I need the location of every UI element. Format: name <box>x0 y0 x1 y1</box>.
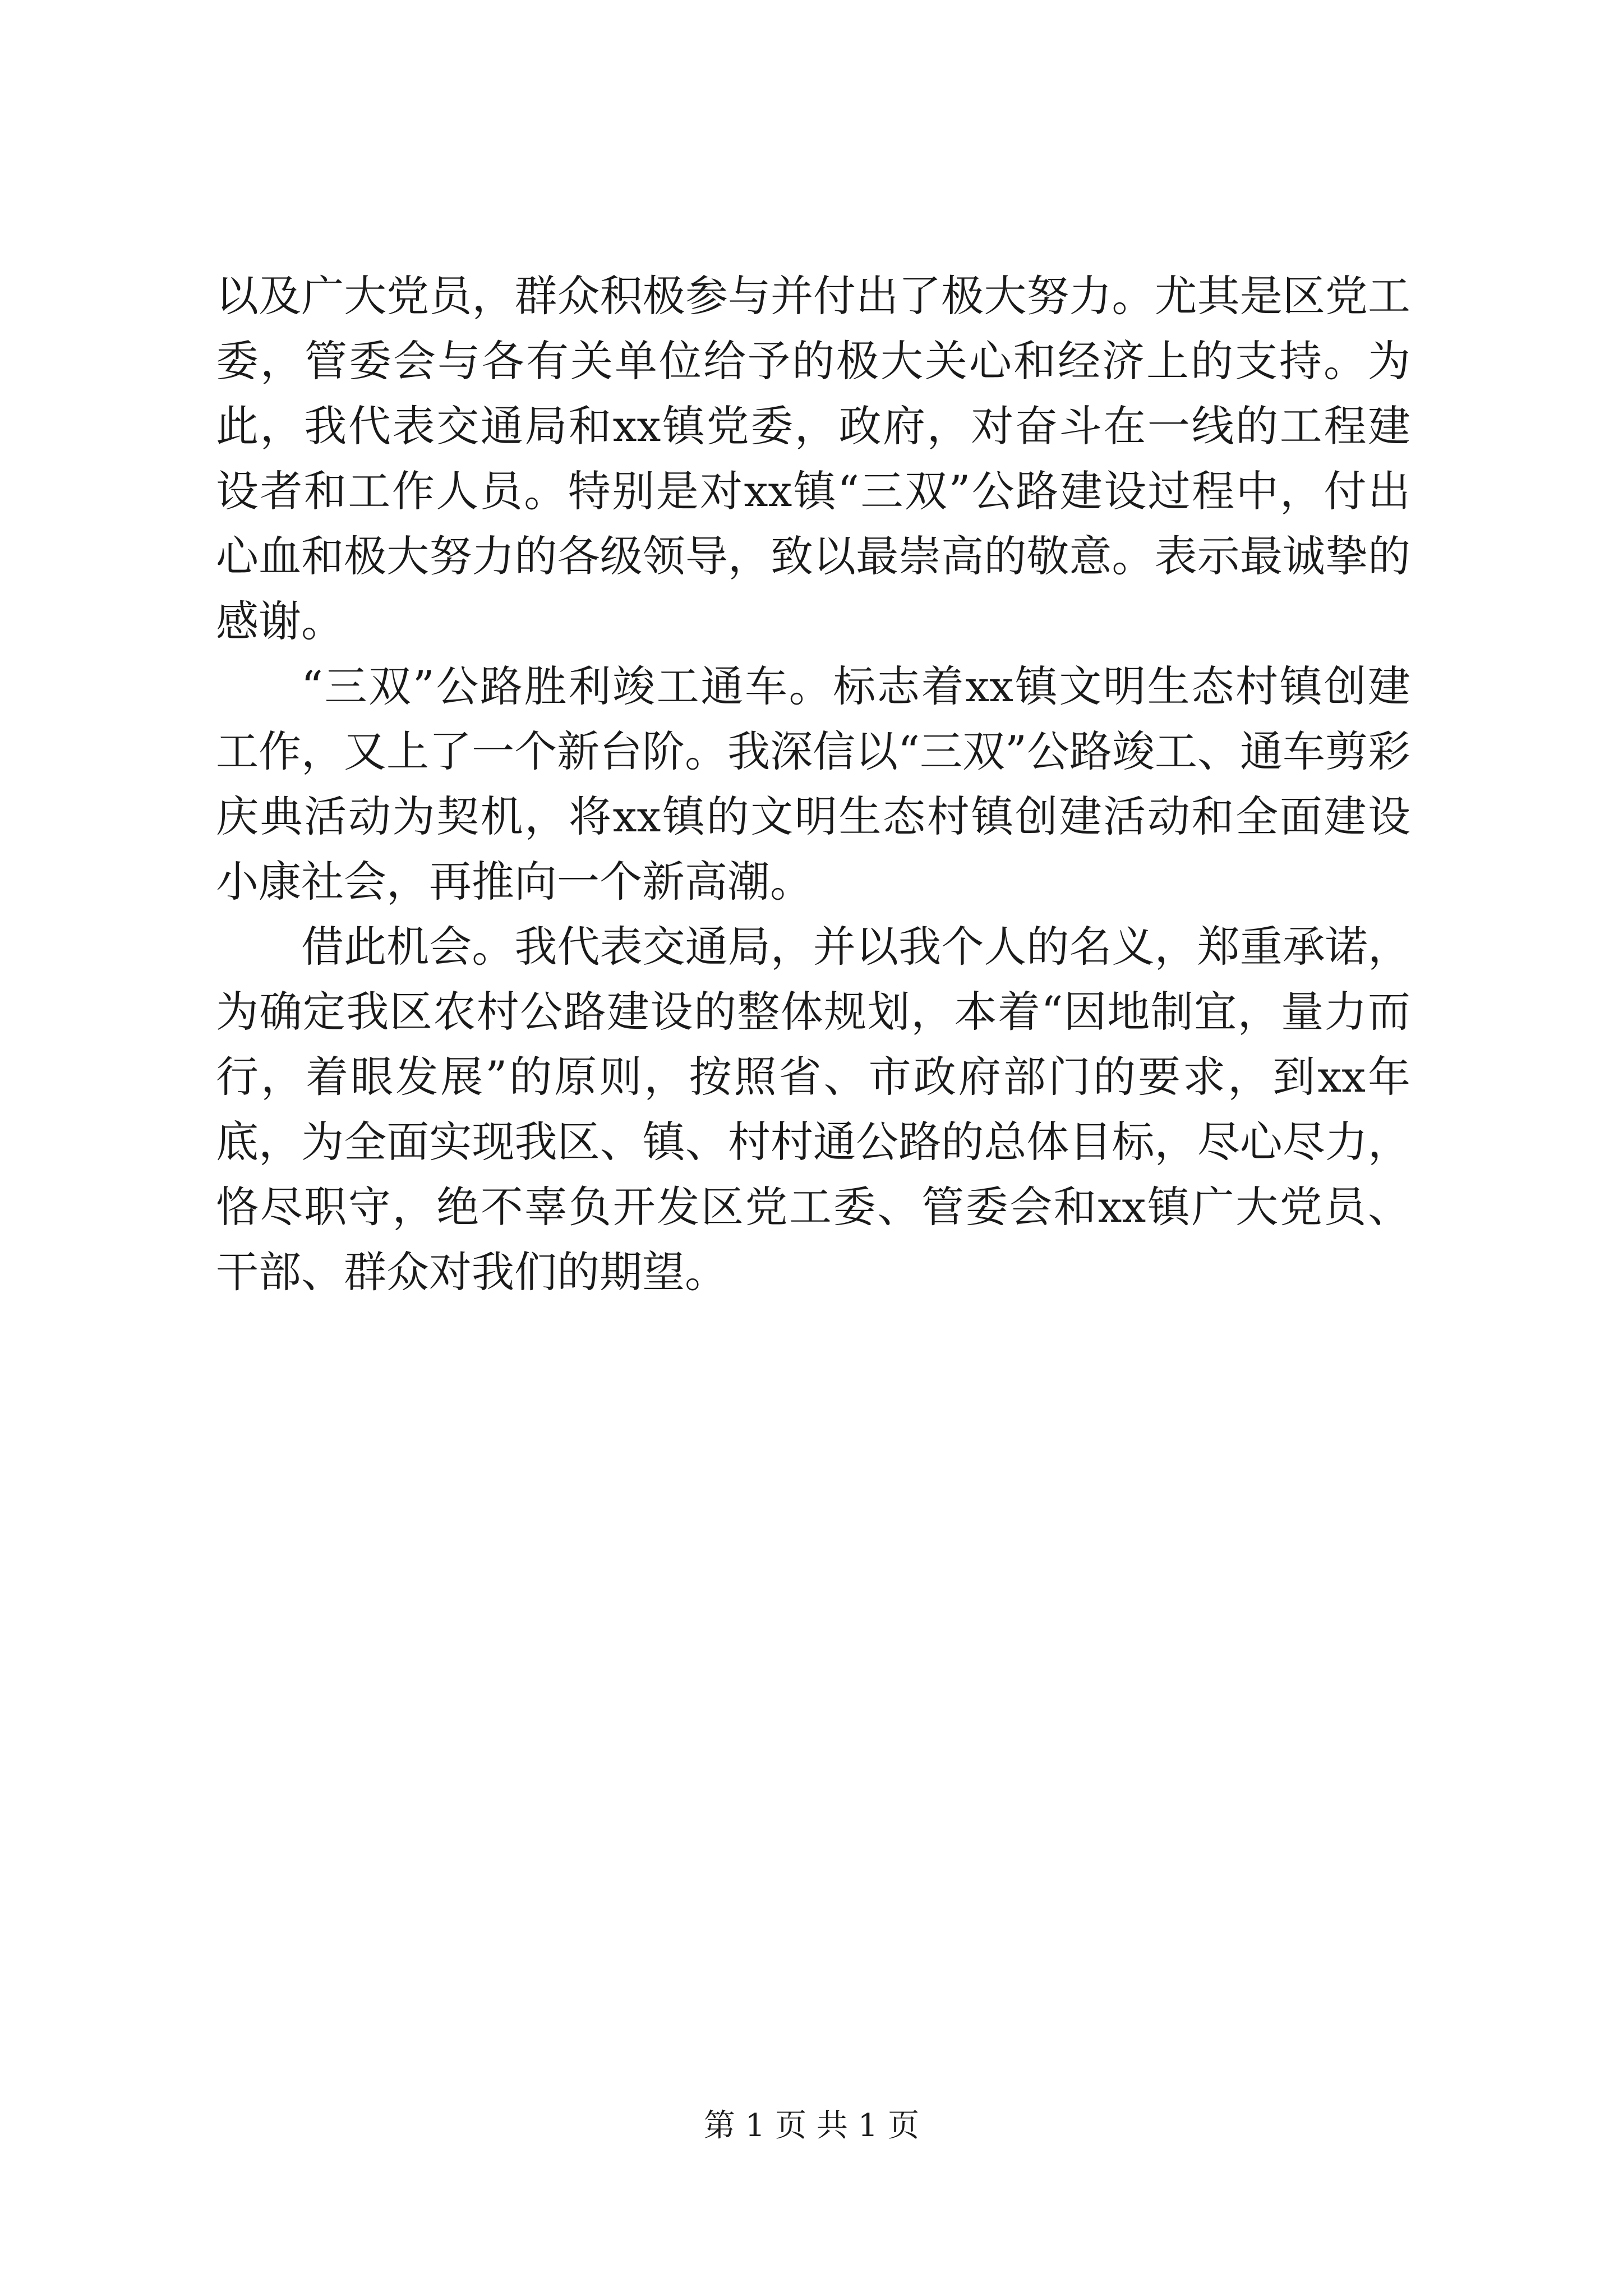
paragraph-2: “三双”公路胜利竣工通车。标志着xx镇文明生态村镇创建工作，又上了一个新台阶。我深信以“三双”公路竣工、通车剪彩庆典活动为契机，将xx镇的文明生态村镇创建活动和全面建设小康社会，再推向一个新高潮。 <box>216 661 1410 907</box>
document-body <box>216 264 1410 1305</box>
paragraph-1: 以及广大党员，群众积极参与并付出了极大努力。尤其是区党工委，管委会与各有关单位给予的极大关心和经济上的支持。为此，我代表交通局和xx镇党委，政府，对奋斗在一线的工程建设者和工作人员。特别是对xx镇“三双”公路建设过程中，付出心血和极大努力的各级领导，致以最崇高的敬意。表示最诚挚的感谢。 <box>216 271 1410 646</box>
paragraph-3: 借此机会。我代表交通局，并以我个人的名义，郑重承诺，为确定我区农村公路建设的整体规划，本着“因地制宜，量力而行，着眼发展”的原则，按照省、市政府部门的要求，到xx年底，为全面实现我区、镇、村村通公路的总体目标，尽心尽力，恪尽职守，绝不辜负开发区党工委、管委会和xx镇广大党员、干部、群众对我们的期望。 <box>216 922 1410 1297</box>
page-number-footer: 第 1 页 共 1 页 <box>703 2108 920 2144</box>
